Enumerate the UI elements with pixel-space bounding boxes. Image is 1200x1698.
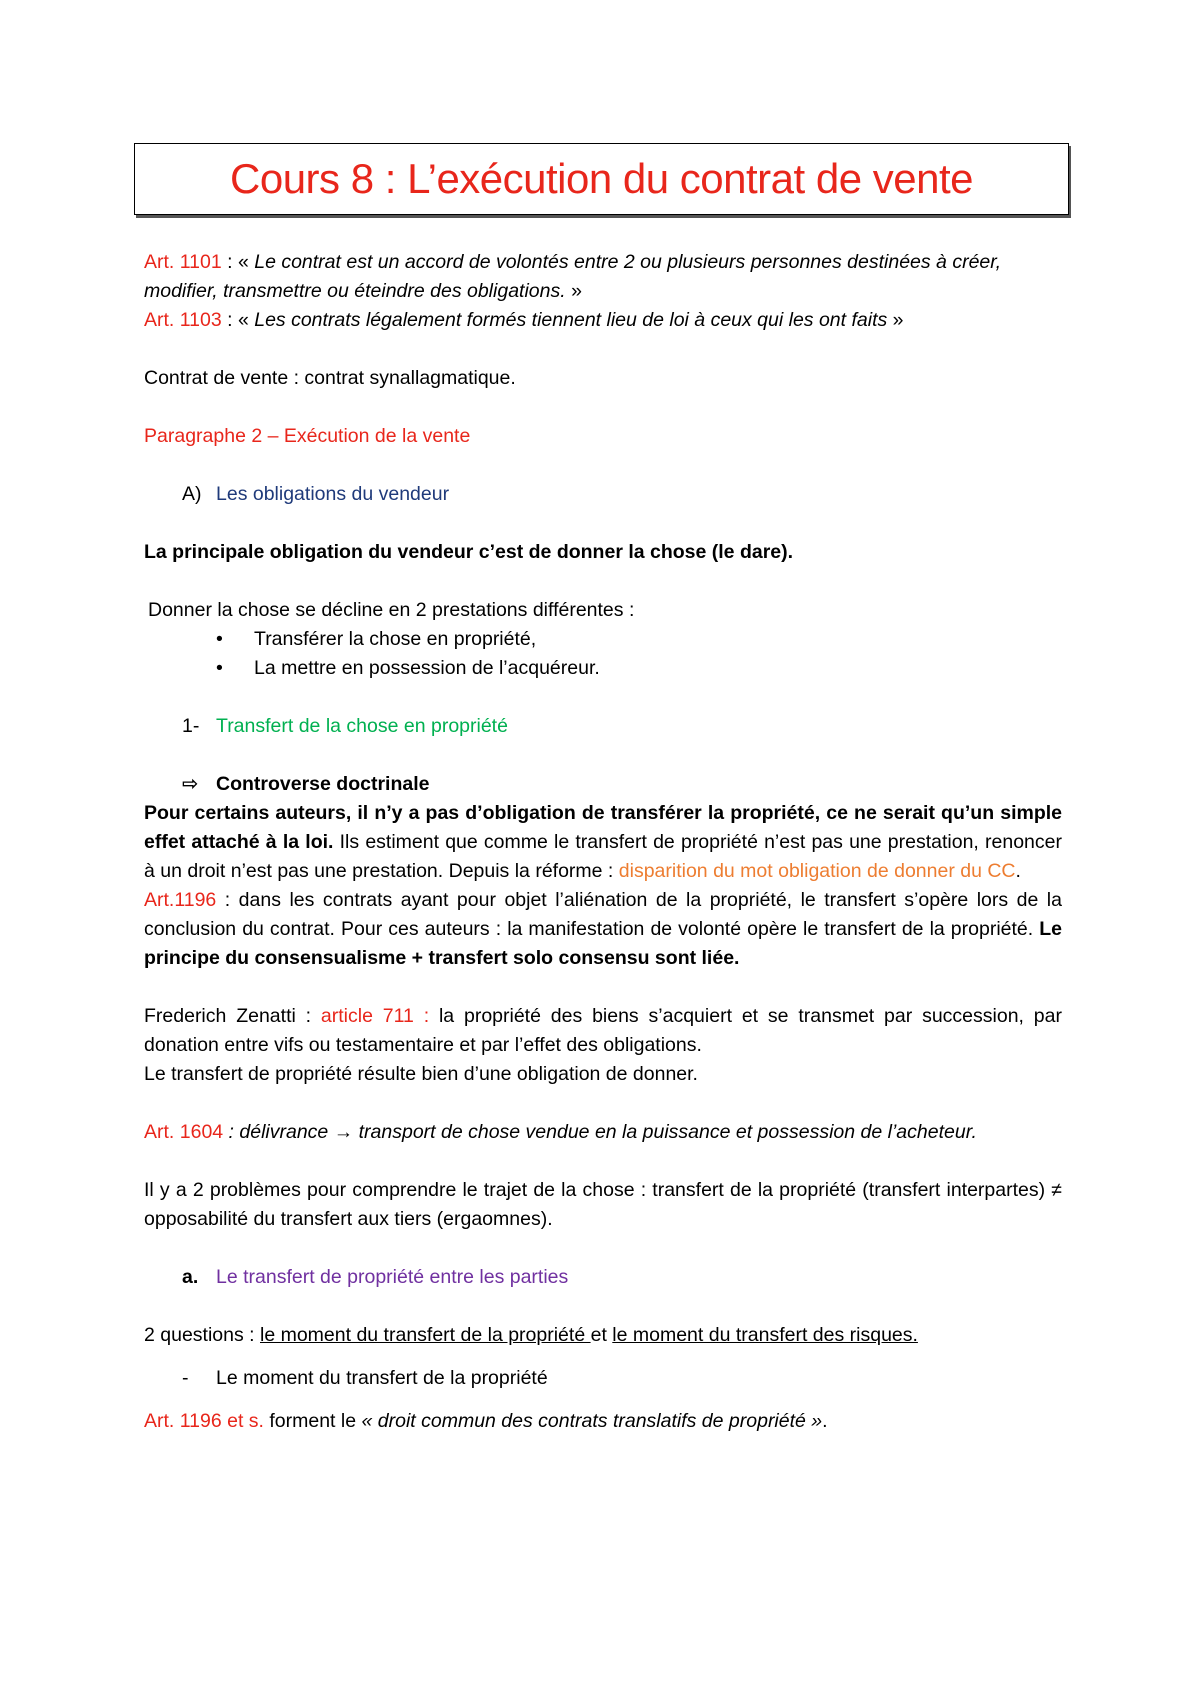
art-1103-label: Art. 1103 xyxy=(144,309,222,331)
auteurs-end: . xyxy=(1015,860,1021,882)
principale-obligation: La principale obligation du vendeur c’est de donner la chose (le dare). xyxy=(144,541,794,563)
zenatti-paragraph xyxy=(144,1002,1062,1060)
art-1196-text: : dans les contrats ayant pour objet l’aliénation de la propriété, le transfert s’opère lors de la conclusion du contrat. Pour ces auteurs : la manifestation de volonté opère le transfert de la propriété. xyxy=(144,889,1062,940)
bullet-text: La mettre en possession de l’acquéreur. xyxy=(254,657,600,679)
section-a-small-marker: a. xyxy=(182,1266,199,1288)
problemes-text: Il y a 2 problèmes pour comprendre le trajet de la chose : transfert de la propriété (transfert interpartes) ≠ opposabilité du transfert aux tiers (ergaomnes). xyxy=(144,1179,1062,1230)
bullet-icon: • xyxy=(216,628,223,650)
questions-mid: et xyxy=(590,1324,613,1346)
paragraphe-heading: Paragraphe 2 – Exécution de la vente xyxy=(144,425,471,447)
art-1196-label: Art.1196 xyxy=(144,889,217,911)
document-body xyxy=(144,248,1062,1436)
controverse-label: Controverse doctrinale xyxy=(216,773,430,795)
art-1101-end: » xyxy=(565,280,582,302)
section-a-small-heading xyxy=(144,1263,1062,1292)
section-1-marker: 1- xyxy=(182,715,200,737)
section-a-small-label: Le transfert de propriété entre les parties xyxy=(216,1266,569,1288)
donner-intro: Donner la chose se décline en 2 prestations différentes : xyxy=(148,599,635,621)
arrow-right-icon: → xyxy=(333,1121,354,1143)
section-1-heading xyxy=(144,712,1062,741)
art-1196s-end: . xyxy=(822,1410,828,1432)
art-1196s-quote: « droit commun des contrats translatifs de propriété » xyxy=(361,1410,823,1432)
page-title: Cours 8 : L’exécution du contrat de vente xyxy=(230,155,973,202)
zenatti-article: article 711 : xyxy=(320,1005,430,1027)
questions-u2: le moment du transfert des risques. xyxy=(612,1324,918,1346)
art-1103-paragraph xyxy=(144,306,1062,335)
art-1604-text1: : délivrance xyxy=(223,1121,334,1143)
art-1103-sep: : « xyxy=(221,309,255,331)
section-a-heading xyxy=(144,480,1062,509)
art-1103-quote: Les contrats légalement formés tiennent lieu de loi à ceux qui les ont faits xyxy=(254,309,888,331)
art-1196-bold: Le principe du consensualisme + transfert solo consensu sont liée. xyxy=(144,918,1062,969)
section-1-label: Transfert de la chose en propriété xyxy=(216,715,508,737)
art-1101-sep: : « xyxy=(221,251,255,273)
resulte-line: Le transfert de propriété résulte bien d’une obligation de donner. xyxy=(144,1063,698,1085)
art-1101-paragraph xyxy=(144,248,1062,306)
bullet-icon: • xyxy=(216,657,223,679)
art-1196s-label: Art. 1196 et s. xyxy=(144,1410,264,1432)
section-a-marker: A) xyxy=(182,483,202,505)
zenatti-name: Frederich Zenatti : xyxy=(144,1005,321,1027)
arrow-right-icon: ⇨ xyxy=(182,773,199,795)
list-item xyxy=(144,654,1062,683)
list-item xyxy=(144,625,1062,654)
moment-heading xyxy=(144,1364,1062,1393)
art-1604-label: Art. 1604 xyxy=(144,1121,224,1143)
questions-lead: 2 questions : xyxy=(144,1324,260,1346)
art-1196-paragraph xyxy=(144,886,1062,973)
auteurs-bold: Pour certains auteurs, il n’y a pas d’obligation de transférer la propriété, ce ne serait qu’un simple effet attaché à la loi. xyxy=(144,802,1062,853)
controverse-heading xyxy=(144,770,1062,799)
zenatti-text: la propriété des biens s’acquiert et se transmet par succession, par donation entre vifs ou testamentaire et par l’effet des obligations. xyxy=(144,1005,1062,1056)
auteurs-normal: Ils estiment que comme le transfert de propriété n’est pas une prestation, renoncer à un droit n’est pas une prestation. Depuis la réforme : xyxy=(144,831,1062,882)
art-1604-text2: transport de chose vendue en la puissance et possession de l’acheteur. xyxy=(353,1121,977,1143)
title-box xyxy=(134,143,1069,215)
art-1103-end: » xyxy=(887,309,904,331)
moment-label: Le moment du transfert de la propriété xyxy=(216,1367,548,1389)
auteurs-orange: disparition du mot obligation de donner du CC xyxy=(618,860,1016,882)
contrat-vente-line: Contrat de vente : contrat synallagmatique. xyxy=(144,367,516,389)
art-1196s-paragraph xyxy=(144,1407,1062,1436)
art-1196s-mid: forment le xyxy=(263,1410,362,1432)
art-1101-quote: Le contrat est un accord de volontés entre 2 ou plusieurs personnes destinées à créer, modifier, transmettre ou éteindre des obligations. xyxy=(144,251,1002,302)
auteurs-paragraph xyxy=(144,799,1062,886)
problemes-paragraph xyxy=(144,1176,1062,1234)
dash-marker: - xyxy=(182,1367,189,1389)
art-1604-paragraph xyxy=(144,1118,1062,1147)
section-a-label: Les obligations du vendeur xyxy=(216,483,450,505)
art-1101-label: Art. 1101 xyxy=(144,251,222,273)
questions-line xyxy=(144,1321,1062,1350)
bullet-text: Transférer la chose en propriété, xyxy=(254,628,537,650)
questions-u1: le moment du transfert de la propriété xyxy=(260,1324,591,1346)
